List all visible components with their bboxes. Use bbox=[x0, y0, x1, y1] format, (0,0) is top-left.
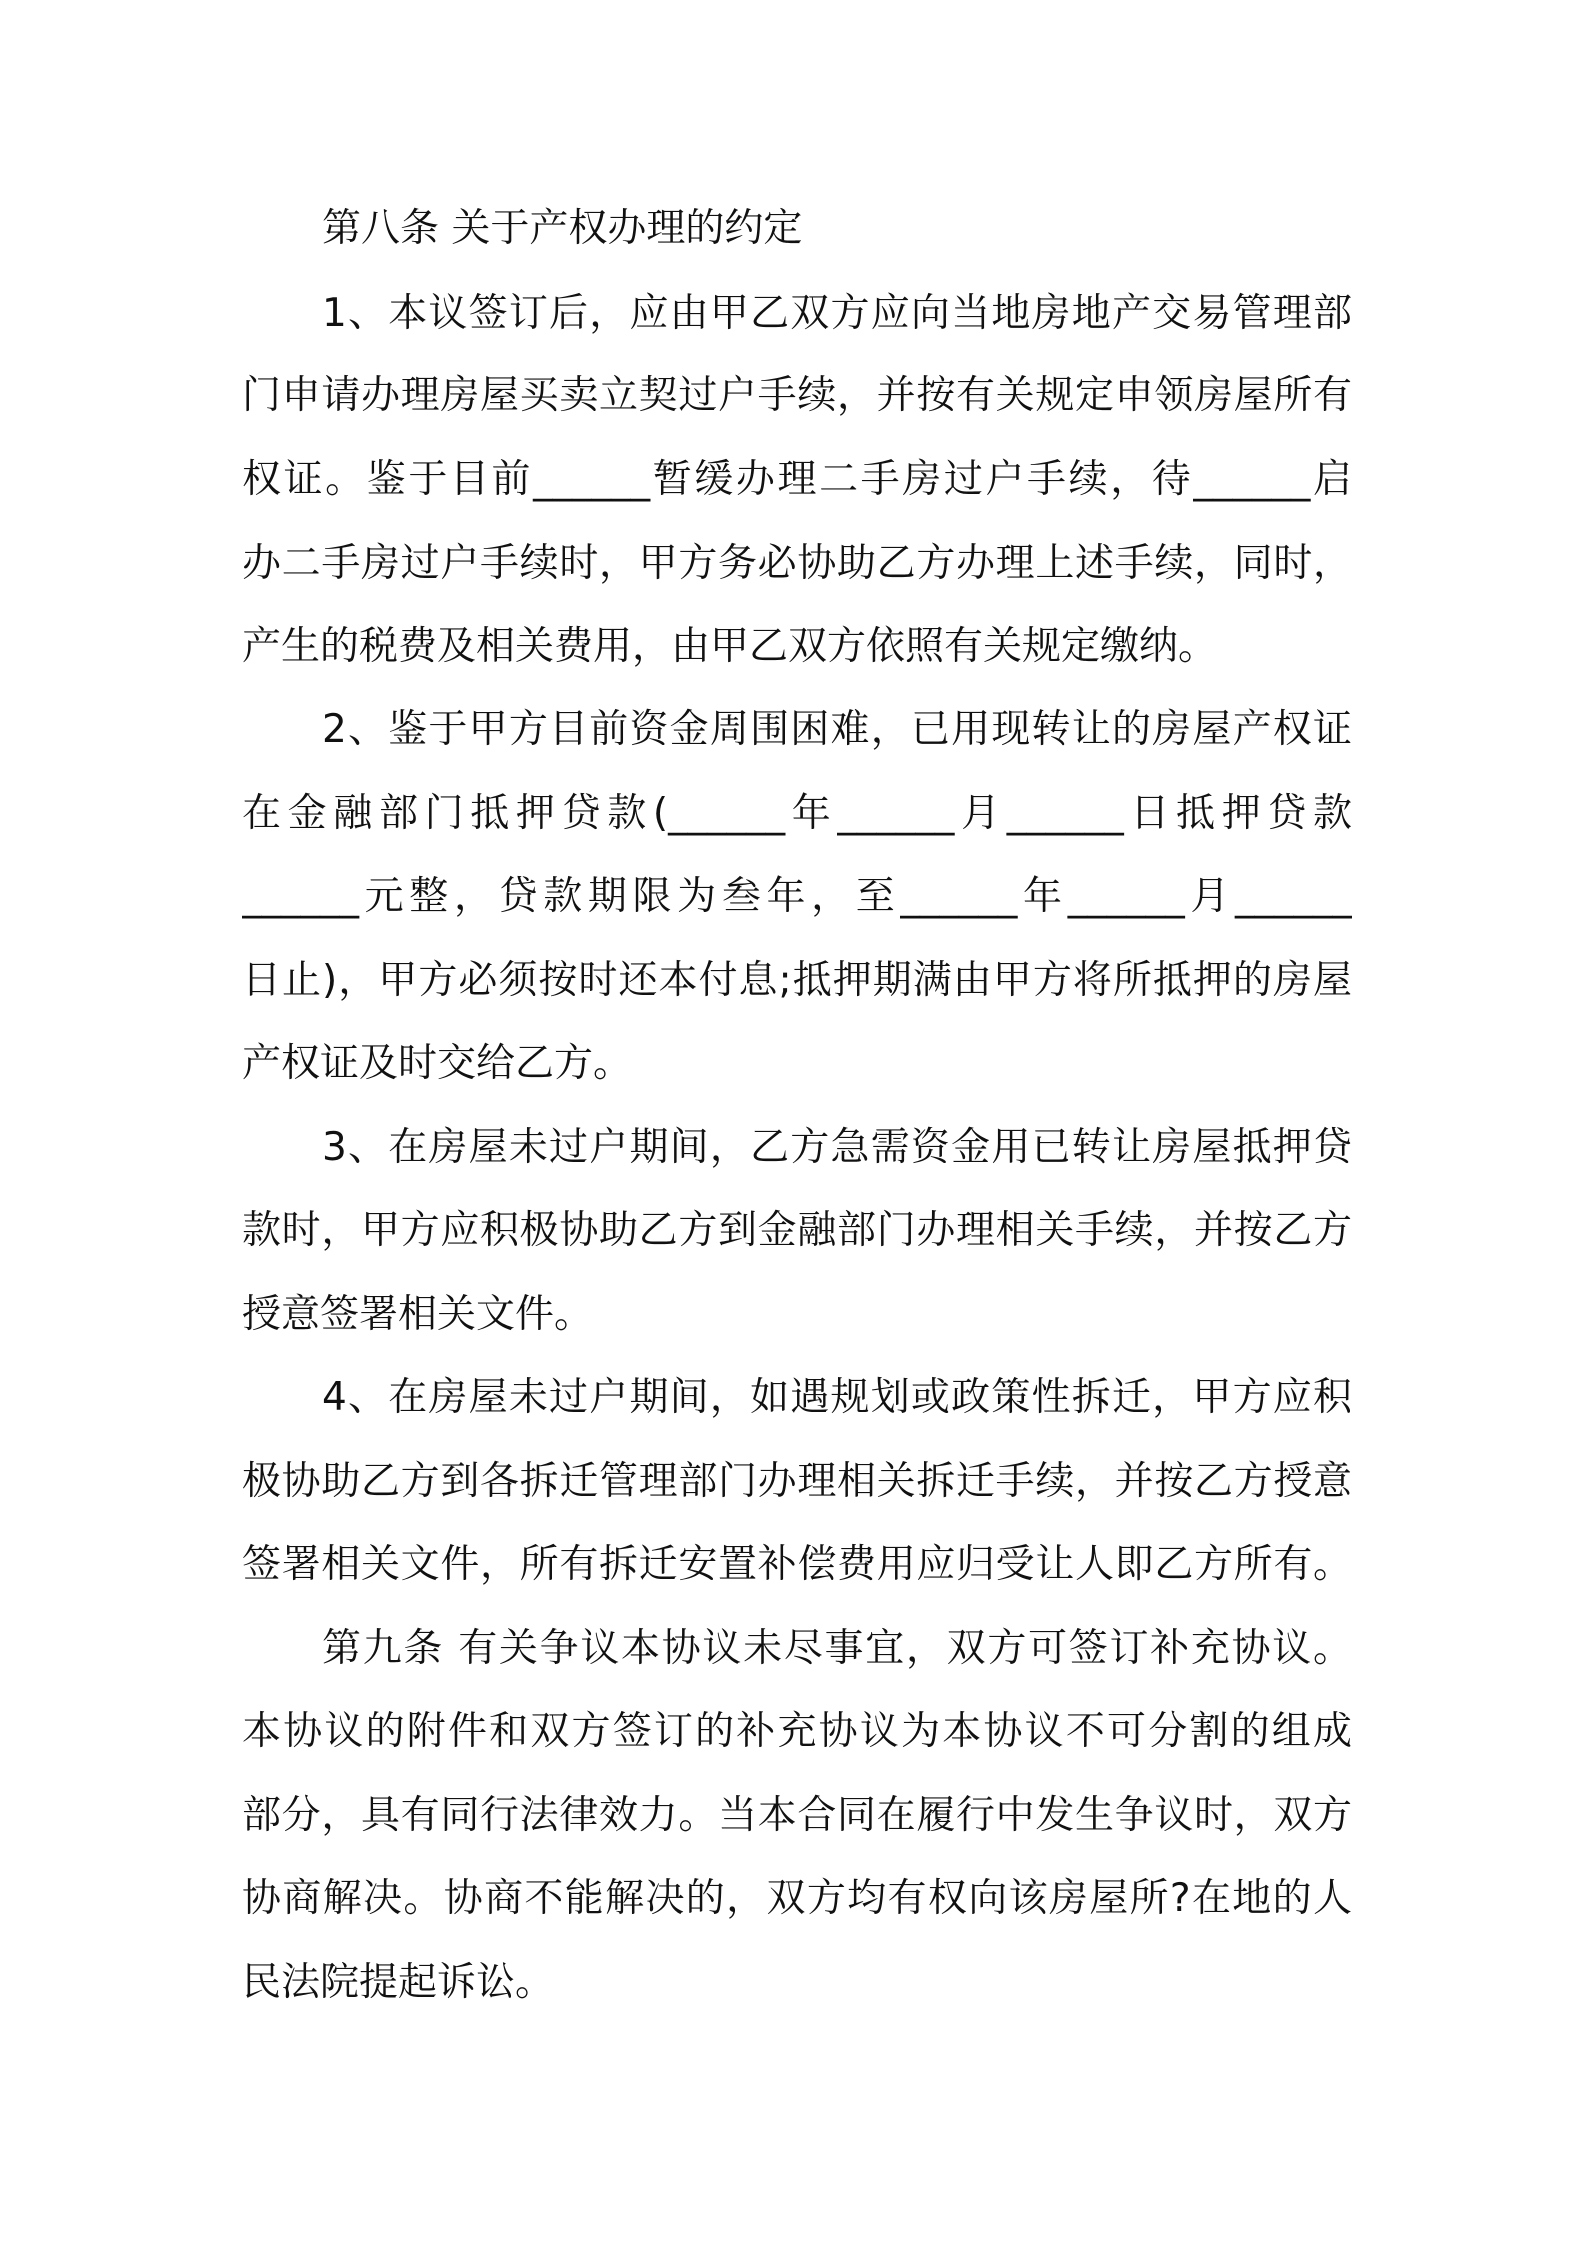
clause-4-line-2: 极协助乙方到各拆迁管理部门办理相关拆迁手续，并按乙方授意 bbox=[242, 1459, 1352, 1504]
article-9-line-5: 民法院提起诉讼。 bbox=[242, 1960, 555, 2005]
clause-3-line-1: 3、在房屋未过户期间，乙方急需资金用已转让房屋抵押贷 bbox=[322, 1125, 1352, 1170]
clause-2-line-1: 2、鉴于甲方目前资金周围困难，已用现转让的房屋产权证 bbox=[322, 707, 1352, 752]
clause-4-line-3: 签署相关文件，所有拆迁安置补偿费用应归受让人即乙方所有。 bbox=[242, 1542, 1352, 1587]
clause-1-line-5: 产生的税费及相关费用，由甲乙双方依照有关规定缴纳。 bbox=[242, 624, 1218, 669]
clause-2-line-3: ______元整，贷款期限为叁年，至______年______月______ bbox=[242, 874, 1352, 919]
clause-2-line-2: 在金融部门抵押贷款(______年______月______日抵押贷款 bbox=[242, 791, 1352, 836]
clause-4-line-1: 4、在房屋未过户期间，如遇规划或政策性拆迁，甲方应积 bbox=[322, 1375, 1352, 1420]
clause-2-line-4: 日止)，甲方必须按时还本付息;抵押期满由甲方将所抵押的房屋 bbox=[242, 958, 1352, 1003]
clause-1-line-2: 门申请办理房屋买卖立契过户手续，并按有关规定申领房屋所有 bbox=[242, 373, 1352, 418]
article-9-line-4: 协商解决。协商不能解决的，双方均有权向该房屋所?在地的人 bbox=[242, 1876, 1352, 1921]
clause-1-line-4: 办二手房过户手续时，甲方务必协助乙方办理上述手续，同时， bbox=[242, 541, 1352, 586]
clause-1-line-1: 1、本议签订后，应由甲乙双方应向当地房地产交易管理部 bbox=[322, 291, 1352, 336]
article-9-line-3: 部分，具有同行法律效力。当本合同在履行中发生争议时，双方 bbox=[242, 1793, 1352, 1838]
clause-1-line-3: 权证。鉴于目前______暂缓办理二手房过户手续，待______启 bbox=[242, 457, 1352, 502]
article-9-line-1: 第九条 有关争议本协议未尽事宜，双方可签订补充协议。 bbox=[322, 1626, 1352, 1671]
article-8-heading: 第八条 关于产权办理的约定 bbox=[322, 206, 803, 251]
article-9-line-2: 本协议的附件和双方签订的补充协议为本协议不可分割的组成 bbox=[242, 1709, 1352, 1754]
clause-3-line-3: 授意签署相关文件。 bbox=[242, 1292, 594, 1337]
clause-2-line-5: 产权证及时交给乙方。 bbox=[242, 1041, 633, 1086]
clause-3-line-2: 款时，甲方应积极协助乙方到金融部门办理相关手续，并按乙方 bbox=[242, 1208, 1352, 1253]
